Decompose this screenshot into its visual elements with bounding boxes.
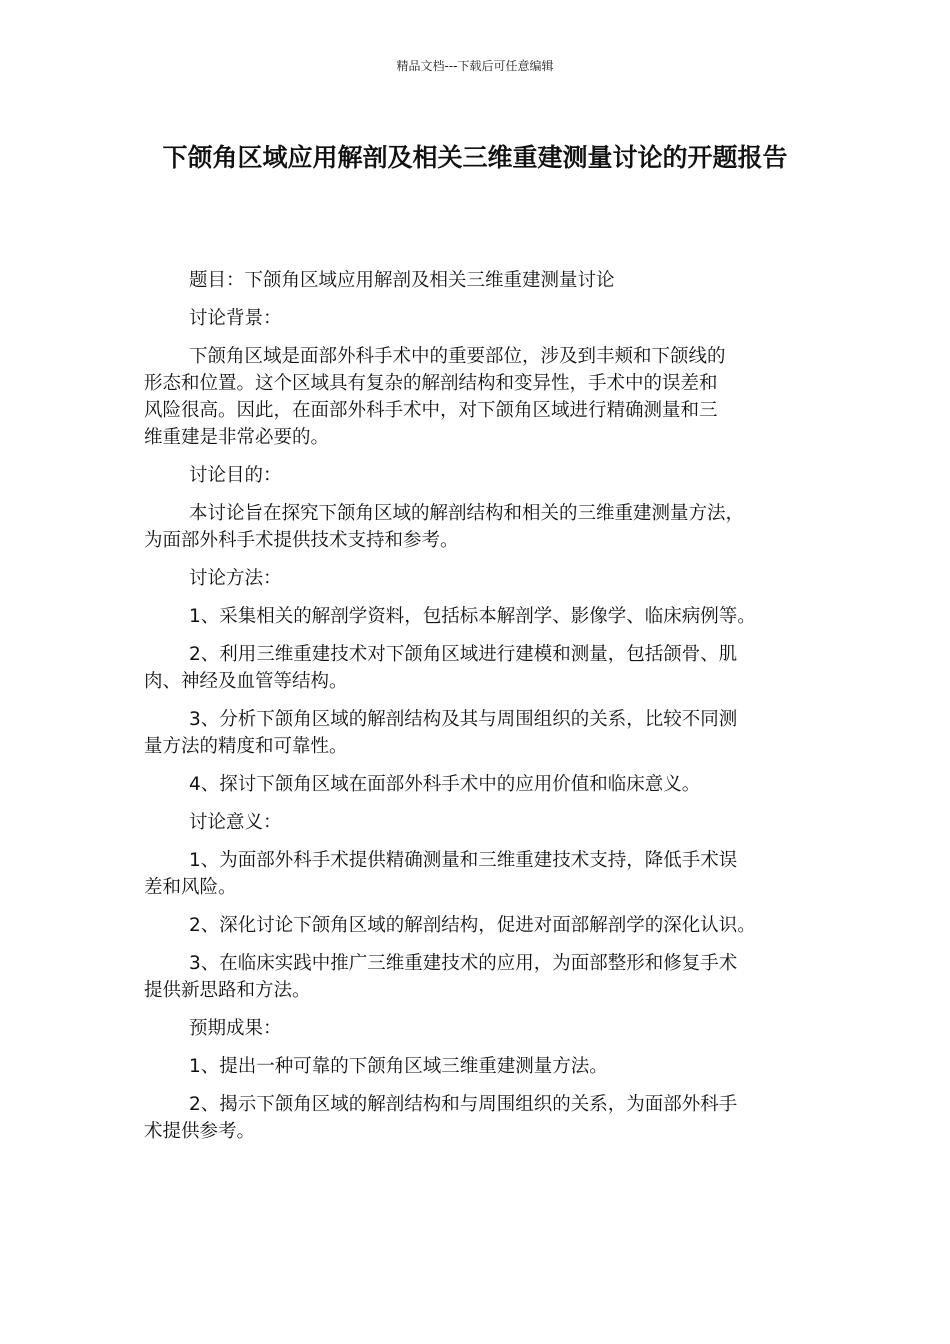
method-item: 3、分析下颌角区域的解剖结构及其与周围组织的关系，比较不同测 量方法的精度和可靠性。 [144,709,738,757]
section-heading-background: 讨论背景： [189,308,282,329]
section-heading-methods: 讨论方法： [189,568,282,589]
significance-item: 2、深化讨论下颌角区域的解剖结构，促进对面部解剖学的深化认识。 [189,915,756,936]
method-item: 1、采集相关的解剖学资料，包括标本解剖学、影像学、临床病例等。 [189,606,756,627]
background-paragraph: 下颌角区域是面部外科手术中的重要部位，涉及到丰颊和下颌线的 形态和位置。这个区域具有复杂的解剖结构和变异性，手术中的误差和 风险很高。因此，在面部外科手术中，对下颌角区域进行精确测量和三 维重建是非常必要的。 [144,346,726,448]
section-heading-significance: 讨论意义： [189,812,282,833]
header-note: 精品文档---下载后可任意编辑 [396,59,554,73]
significance-item: 3、在临床实践中推广三维重建技术的应用，为面部整形和修复手术 提供新思路和方法。 [144,953,738,1001]
outcome-item: 2、揭示下颌角区域的解剖结构和与周围组织的关系，为面部外科手 术提供参考。 [144,1094,738,1142]
section-heading-purpose: 讨论目的： [189,465,282,486]
section-heading-outcomes: 预期成果： [189,1018,282,1039]
significance-item: 1、为面部外科手术提供精确测量和三维重建技术支持，降低手术误 差和风险。 [144,850,738,898]
topic-line: 题目：下颌角区域应用解剖及相关三维重建测量讨论 [189,270,615,291]
method-item: 2、利用三维重建技术对下颌角区域进行建模和测量，包括颌骨、肌 肉、神经及血管等结构。 [144,644,738,692]
purpose-paragraph: 本讨论旨在探究下颌角区域的解剖结构和相关的三维重建测量方法， 为面部外科手术提供技术支持和参考。 [144,503,745,551]
method-item: 4、探讨下颌角区域在面部外科手术中的应用价值和临床意义。 [189,774,701,795]
document-title: 下颌角区域应用解剖及相关三维重建测量讨论的开题报告 [162,143,788,172]
document-body [144,267,824,1156]
outcome-item: 1、提出一种可靠的下颌角区域三维重建测量方法。 [189,1056,608,1077]
